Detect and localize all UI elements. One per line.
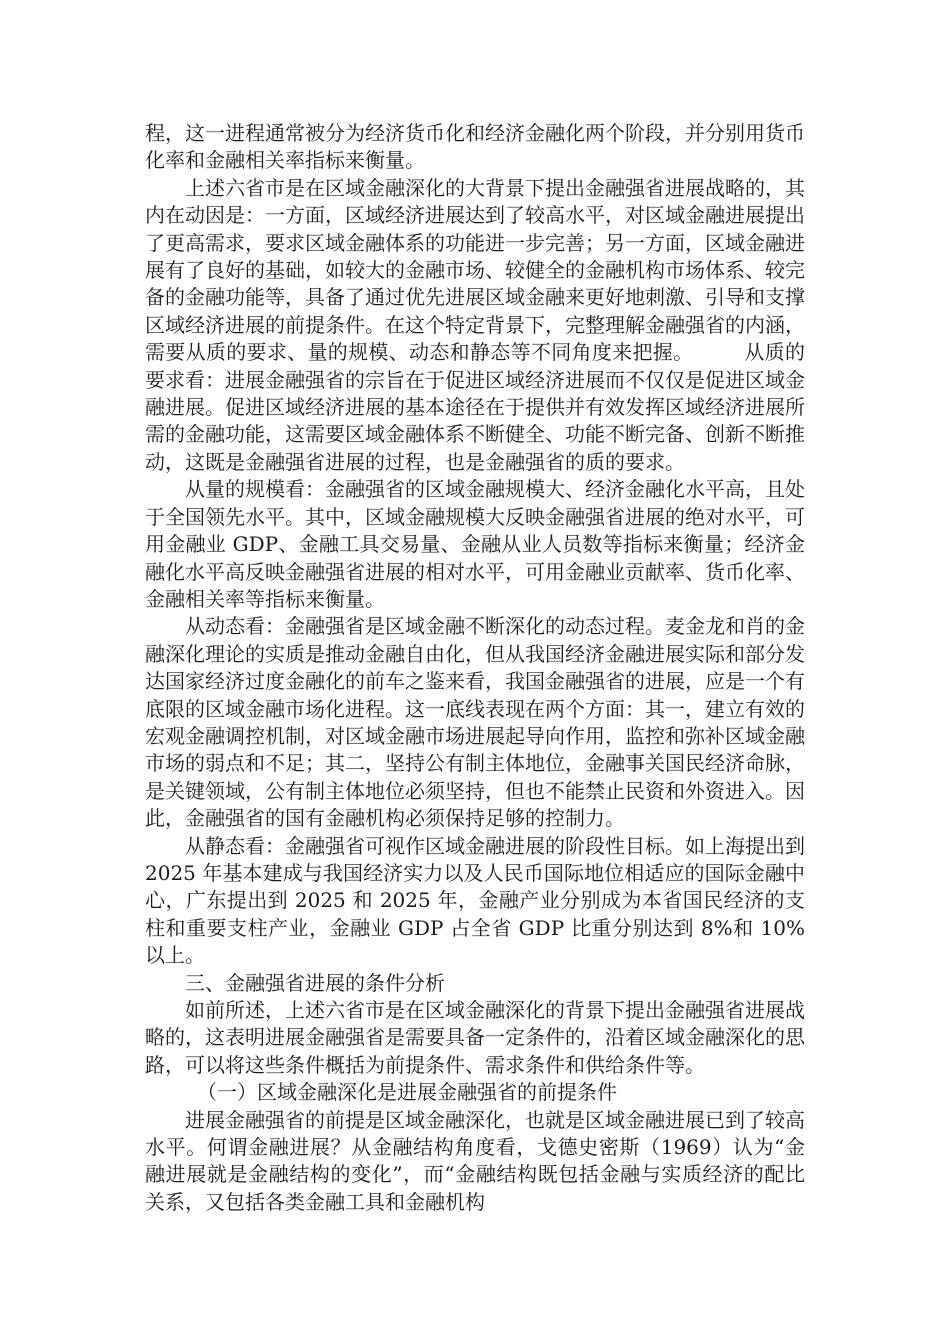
section-heading: 三、金融强省进展的条件分析: [185, 970, 445, 995]
paragraph-conditions-intro: 如前所述，上述六省市是在区域金融深化的背景下提出金融强省进展战略的，这表明进展金融强省是需要具备一定条件的，沿着区域金融深化的思路，可以将这些条件概括为前提条件、需求条件和供给条件等。: [145, 998, 805, 1077]
paragraph-static-view: 从静态看：金融强省可视作区域金融进展的阶段性目标。如上海提出到 2025 年基本建成与我国经济实力以及人民币国际地位相适应的国际金融中心，广东提出到 2025 和 2025 年，金融产业分别成为本省国民经济的支柱和重要支柱产业，金融业 GDP 占全省 GDP 比重分别达到 8%和 10%以上。: [145, 833, 805, 968]
document-body: [145, 120, 805, 1216]
paragraph-quantity-scale: 从量的规模看：金融强省的区域金融规模大、经济金融化水平高，且处于全国领先水平。其中，区域金融规模大反映金融强省进展的绝对水平，可用金融业 GDP、金融工具交易量、金融从业人员数等指标来衡量；经济金融化水平高反映金融强省进展的相对水平，可用金融业贡献率、货币化率、金融相关率等指标来衡量。: [145, 477, 805, 611]
paragraph-continuation: 程，这一进程通常被分为经济货币化和经济金融化两个阶段，并分别用货币化率和金融相关率指标来衡量。: [145, 121, 805, 173]
paragraph-background-and-quality: 上述六省市是在区域金融深化的大背景下提出金融强省进展战略的，其内在动因是：一方面，区域经济进展达到了较高水平，对区域金融进展提出了更高需求，要求区域金融体系的功能进一步完善；另一方面，区域金融进展有了良好的基础，如较大的金融市场、较健全的金融机构市场体系、较完备的金融功能等，具备了通过优先进展区域金融来更好地刺激、引导和支撑区域经济进展的前提条件。在这个特定背景下，完整理解金融强省的内涵，需要从质的要求、量的规模、动态和静态等不同角度来把握。 从质的要求看：进展金融强省的宗旨在于促进区域经济进展而不仅仅是促进区域金融进展。促进区域经济进展的基本途径在于提供并有效发挥区域经济进展所需的金融功能，这需要区域金融体系不断健全、功能不断完备、创新不断推动，这既是金融强省进展的过程，也是金融强省的质的要求。: [145, 175, 805, 474]
paragraph-financial-development: 进展金融强省的前提是区域金融深化，也就是区域金融进展已到了较高水平。何谓金融进展？从金融结构角度看，戈德史密斯（1969）认为“金融进展就是金融结构的变化”，而“金融结构既包括金融与实质经济的配比关系，又包括各类金融工具和金融机构: [145, 1107, 805, 1214]
paragraph-dynamic-view: 从动态看：金融强省是区域金融不断深化的动态过程。麦金龙和肖的金融深化理论的实质是推动金融自由化，但从我国经济金融进展实际和部分发达国家经济过度金融化的前车之鉴来看，我国金融强省的进展，应是一个有底限的区域金融市场化进程。这一底线表现在两个方面：其一，建立有效的宏观金融调控机制，对区域金融市场进展起导向作用，监控和弥补区域金融市场的弱点和不足；其二，坚持公有制主体地位，金融事关国民经济命脉，是关键领域，公有制主体地位必须坚持，但也不能禁止民资和外资进入。因此，金融强省的国有金融机构必须保持足够的控制力。: [145, 614, 805, 831]
subsection-heading: （一）区域金融深化是进展金融强省的前提条件: [197, 1080, 617, 1105]
